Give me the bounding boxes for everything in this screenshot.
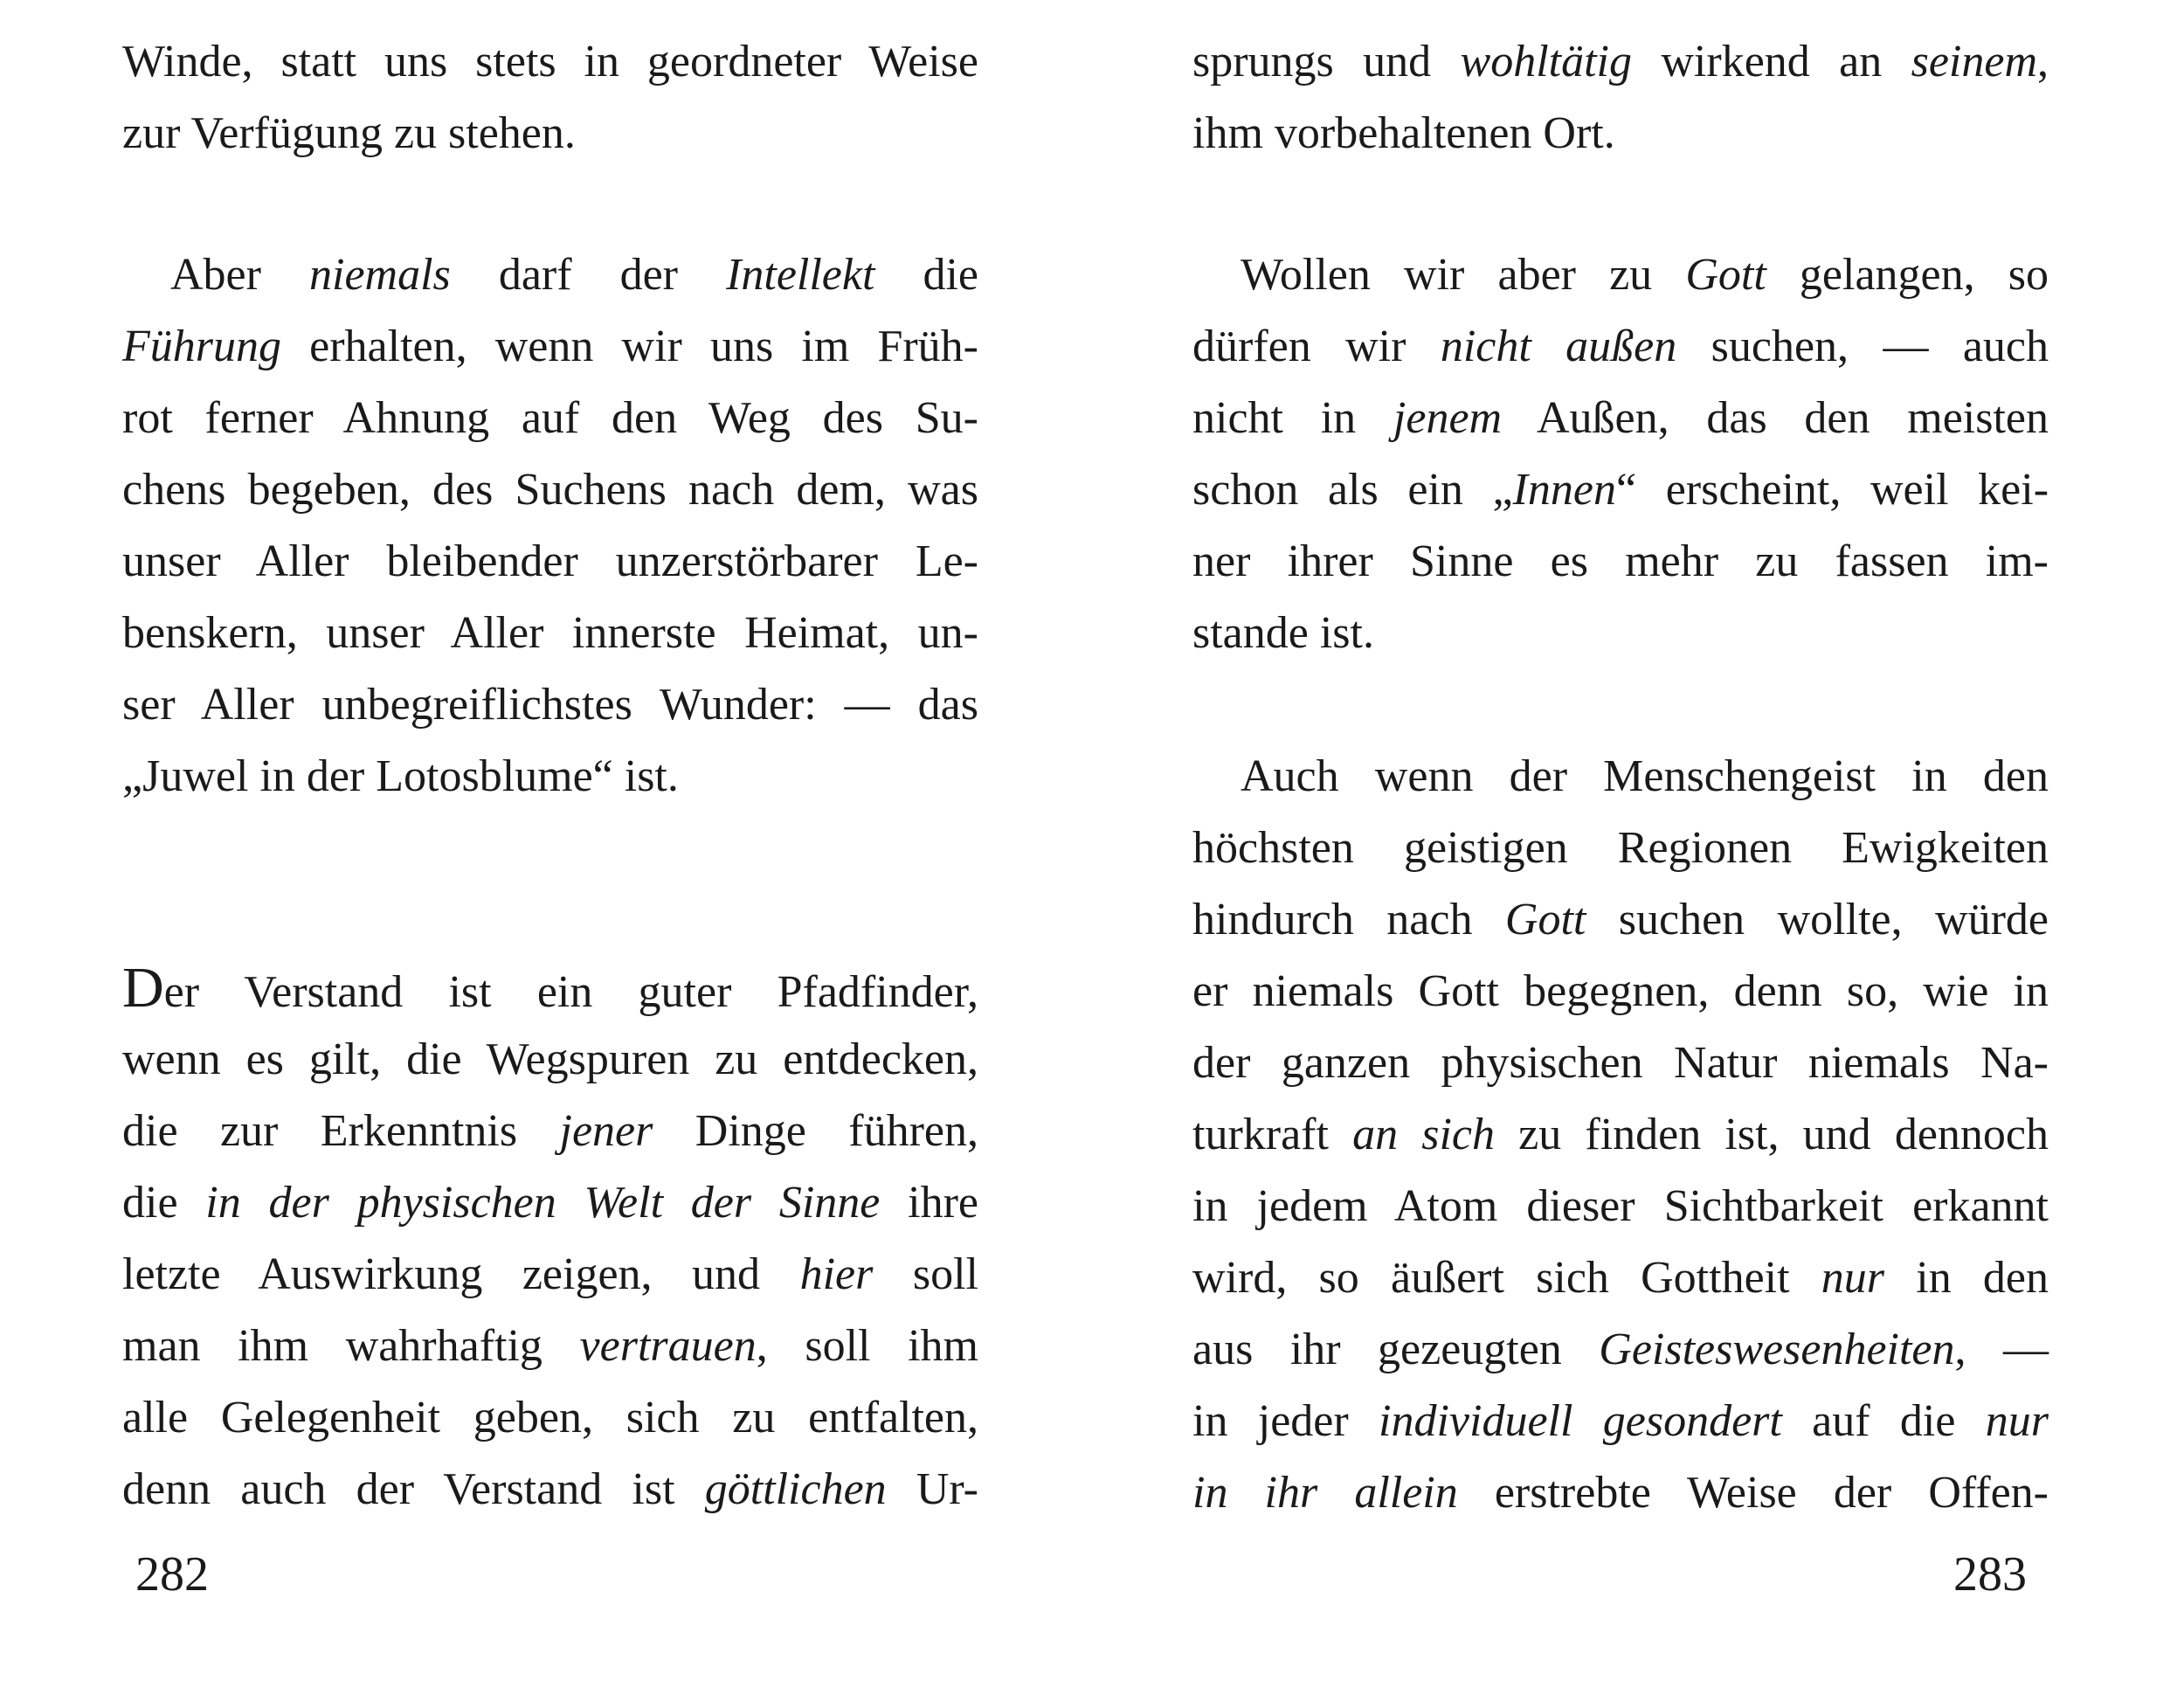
text-line: aus ihr gezeugten Geisteswesenheiten, — bbox=[1192, 1325, 2049, 1374]
right-paragraph-1 bbox=[1192, 26, 2049, 170]
drop-cap: D bbox=[122, 956, 164, 1020]
right-paragraph-3 bbox=[1192, 741, 2049, 1529]
text-line: chens begeben, des Suchens nach dem, was bbox=[122, 465, 978, 515]
text-line: die in der physischen Welt der Sinne ihre bbox=[122, 1178, 978, 1228]
text-line: er niemals Gott begegnen, denn so, wie in bbox=[1192, 966, 2049, 1016]
text-line: die zur Erkenntnis jener Dinge führen, bbox=[122, 1106, 978, 1156]
page-number: 282 bbox=[135, 1547, 209, 1602]
text-line: stande ist. bbox=[1192, 608, 1374, 658]
text-line: zur Verfügung zu stehen. bbox=[122, 108, 576, 158]
text-line: „Juwel in der Lotosblume“ ist. bbox=[122, 751, 679, 801]
left-page bbox=[122, 0, 996, 1695]
text-line: alle Gelegenheit geben, sich zu entfalten, bbox=[122, 1393, 978, 1442]
text-line: in ihr allein erstrebte Weise der Offen- bbox=[1192, 1468, 2049, 1518]
text-line: höchsten geistigen Regionen Ewigkeiten bbox=[1192, 823, 2049, 873]
text-line: Auch wenn der Menschengeist in den bbox=[1241, 751, 2049, 801]
text-line: Der Verstand ist ein guter Pfadfinder, bbox=[122, 956, 978, 1020]
text-line: der ganzen physischen Natur niemals Na- bbox=[1192, 1038, 2049, 1088]
text-line: dürfen wir nicht außen suchen, — auch bbox=[1192, 322, 2049, 371]
left-paragraph-1 bbox=[122, 26, 978, 170]
text-line: schon als ein „Innen“ erscheint, weil kei- bbox=[1192, 465, 2049, 515]
text-line: rot ferner Ahnung auf den Weg des Su- bbox=[122, 393, 978, 443]
text-line: Winde, statt uns stets in geordneter Weise bbox=[122, 37, 978, 86]
text-line: wird, so äußert sich Gottheit nur in den bbox=[1192, 1253, 2049, 1303]
text-line: nicht in jenem Außen, das den meisten bbox=[1192, 393, 2049, 443]
left-paragraph-3 bbox=[122, 952, 978, 1526]
text-line: Führung erhalten, wenn wir uns im Früh- bbox=[122, 322, 978, 371]
right-paragraph-2 bbox=[1192, 239, 2049, 669]
text-line: in jeder individuell gesondert auf die nur bbox=[1192, 1396, 2049, 1446]
text-line: ner ihrer Sinne es mehr zu fassen im- bbox=[1192, 536, 2049, 586]
text-line: benskern, unser Aller innerste Heimat, un- bbox=[122, 608, 978, 658]
text-line: man ihm wahrhaftig vertrauen, soll ihm bbox=[122, 1321, 978, 1371]
text-line: ihm vorbehaltenen Ort. bbox=[1192, 108, 1615, 158]
page-number: 283 bbox=[1953, 1547, 2027, 1602]
text-line: unser Aller bleibender unzerstörbarer Le- bbox=[122, 536, 978, 586]
text-line: turkraft an sich zu finden ist, und dennoch bbox=[1192, 1110, 2049, 1159]
text-line: Aber niemals darf der Intellekt die bbox=[170, 250, 979, 300]
right-page bbox=[1192, 0, 2066, 1695]
text-line: denn auch der Verstand ist göttlichen Ur- bbox=[122, 1464, 978, 1514]
text-line: letzte Auswirkung zeigen, und hier soll bbox=[122, 1249, 978, 1299]
text-line: ser Aller unbegreiflichstes Wunder: — das bbox=[122, 680, 978, 730]
text-line: in jedem Atom dieser Sichtbarkeit erkannt bbox=[1192, 1181, 2049, 1231]
text-line: wenn es gilt, die Wegspuren zu entdecken, bbox=[122, 1034, 978, 1084]
text-line: hindurch nach Gott suchen wollte, würde bbox=[1192, 895, 2049, 944]
left-paragraph-2 bbox=[122, 239, 978, 813]
text-line: Wollen wir aber zu Gott gelangen, so bbox=[1241, 250, 2049, 300]
text-line: sprungs und wohltätig wirkend an seinem, bbox=[1192, 37, 2049, 86]
